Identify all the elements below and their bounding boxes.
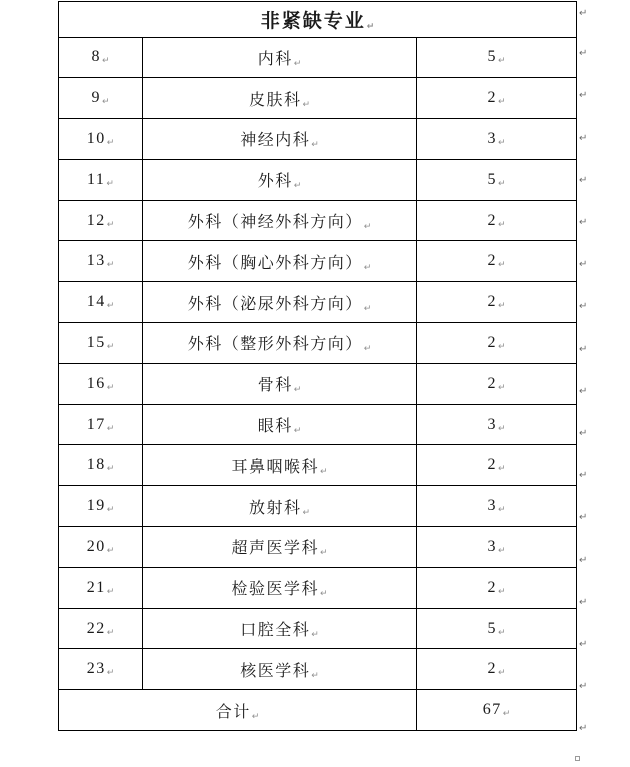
paragraph-mark-icon: ↵ [106, 668, 115, 679]
paragraph-mark-icon: ↵ [311, 670, 319, 681]
table-row [59, 527, 577, 568]
paragraph-mark-icon: ↵ [319, 548, 328, 559]
row-number-cell[interactable] [59, 527, 143, 568]
specialty-name-cell[interactable] [143, 649, 417, 690]
count-cell[interactable] [417, 323, 577, 364]
table-title-cell[interactable] [59, 2, 577, 38]
count-cell[interactable] [417, 159, 577, 200]
row-end-mark-icon: ↵ [579, 217, 588, 228]
table-row [59, 119, 577, 160]
count-value: 2 [487, 211, 497, 229]
paragraph-mark-icon: ↵ [497, 56, 506, 67]
row-end-mark-icon: ↵ [579, 386, 588, 397]
row-number-cell[interactable] [59, 404, 143, 445]
paragraph-mark-icon: ↵ [497, 219, 506, 230]
row-end-mark-icon: ↵ [579, 259, 588, 270]
row-end-mark-icon: ↵ [579, 175, 588, 186]
count-cell[interactable] [417, 78, 577, 119]
paragraph-mark-icon: ↵ [497, 137, 506, 148]
row-number: 21 [86, 578, 106, 596]
row-number-cell[interactable] [59, 323, 143, 364]
count-cell[interactable] [417, 200, 577, 241]
count-cell[interactable] [417, 282, 577, 323]
row-number: 12 [86, 211, 106, 229]
count-value: 3 [487, 537, 497, 555]
table-row [59, 649, 577, 690]
specialty-name-cell[interactable] [143, 445, 417, 486]
paragraph-mark-icon: ↵ [302, 507, 311, 518]
paragraph-mark-icon: ↵ [319, 589, 328, 600]
count-cell[interactable] [417, 486, 577, 527]
paragraph-mark-icon: ↵ [497, 301, 506, 312]
table-row [59, 37, 577, 78]
row-end-mark-icon: ↵ [579, 48, 588, 59]
row-end-mark-icon: ↵ [579, 555, 588, 566]
row-number: 14 [86, 293, 106, 311]
specialty-name: 内科 [257, 50, 293, 68]
count-value: 2 [487, 578, 497, 596]
row-end-mark-icon: ↵ [579, 90, 588, 101]
row-number: 9 [91, 89, 101, 107]
count-cell[interactable] [417, 567, 577, 608]
table-row [59, 78, 577, 119]
specialty-name: 检验医学科 [231, 581, 319, 599]
specialty-name-cell[interactable] [143, 78, 417, 119]
specialty-name-cell[interactable] [143, 404, 417, 445]
paragraph-mark-icon: ↵ [106, 586, 115, 597]
count-value: 2 [487, 293, 497, 311]
row-number-cell[interactable] [59, 649, 143, 690]
paragraph-mark-icon: ↵ [497, 97, 506, 108]
count-value: 5 [487, 48, 497, 66]
paragraph-mark-icon: ↵ [497, 668, 506, 679]
total-label: 合计 [215, 703, 251, 721]
row-number: 13 [86, 252, 106, 270]
specialty-name: 骨科 [257, 377, 293, 395]
paragraph-mark-icon: ↵ [106, 341, 115, 352]
row-end-marks [579, 0, 601, 767]
specialty-name-cell[interactable] [143, 486, 417, 527]
count-value: 3 [487, 497, 497, 515]
specialty-name-cell[interactable] [143, 200, 417, 241]
row-end-mark-icon: ↵ [579, 8, 588, 19]
table-row [59, 445, 577, 486]
paragraph-mark-icon: ↵ [497, 341, 506, 352]
row-end-mark-icon: ↵ [579, 301, 588, 312]
paragraph-mark-icon: ↵ [106, 545, 115, 556]
paragraph-mark-icon: ↵ [363, 262, 372, 273]
count-value: 2 [487, 89, 497, 107]
paragraph-mark-icon: ↵ [363, 222, 372, 233]
paragraph-mark-icon: ↵ [497, 545, 506, 556]
table-row [59, 363, 577, 404]
table-title: 非紧缺专业 [260, 10, 366, 32]
paragraph-mark-icon: ↵ [497, 464, 506, 475]
row-end-mark-icon: ↵ [579, 512, 588, 523]
table-header-row [59, 2, 577, 38]
row-number: 15 [86, 333, 106, 351]
paragraph-mark-icon: ↵ [101, 97, 110, 108]
row-end-mark-icon: ↵ [579, 723, 588, 734]
row-number-cell[interactable] [59, 200, 143, 241]
paragraph-mark-icon: ↵ [106, 178, 114, 189]
paragraph-mark-icon: ↵ [497, 178, 506, 189]
row-end-mark-icon: ↵ [579, 344, 588, 355]
specialty-name: 耳鼻咽喉科 [231, 458, 319, 476]
row-number-cell[interactable] [59, 363, 143, 404]
paragraph-mark-icon: ↵ [106, 137, 115, 148]
paragraph-mark-icon: ↵ [101, 56, 110, 67]
table-row [59, 282, 577, 323]
count-cell[interactable] [417, 363, 577, 404]
row-number: 8 [91, 48, 101, 66]
paragraph-mark-icon: ↵ [497, 260, 506, 271]
row-number-cell[interactable] [59, 445, 143, 486]
count-value: 2 [487, 660, 497, 678]
paragraph-mark-icon: ↵ [293, 181, 302, 192]
specialty-name: 皮肤科 [248, 91, 302, 109]
specialty-name-cell[interactable] [143, 282, 417, 323]
total-label-cell[interactable] [59, 690, 417, 731]
specialty-name-cell[interactable] [143, 241, 417, 282]
paragraph-mark-icon: ↵ [106, 627, 115, 638]
count-value: 5 [487, 170, 497, 188]
count-value: 2 [487, 252, 497, 270]
specialty-name: 神经内科 [240, 132, 311, 150]
paragraph-mark-icon: ↵ [106, 505, 115, 516]
count-value: 5 [487, 619, 497, 637]
paragraph-mark-icon: ↵ [106, 464, 115, 475]
table-row [59, 404, 577, 445]
count-value: 2 [487, 374, 497, 392]
specialty-name-cell[interactable] [143, 363, 417, 404]
row-number-cell[interactable] [59, 608, 143, 649]
paragraph-mark-icon: ↵ [293, 58, 302, 69]
paragraph-mark-icon: ↵ [311, 140, 319, 151]
row-number: 16 [86, 374, 106, 392]
paragraph-mark-icon: ↵ [311, 630, 319, 641]
row-end-mark-icon: ↵ [579, 639, 588, 650]
count-cell[interactable] [417, 527, 577, 568]
row-end-mark-icon: ↵ [579, 133, 588, 144]
row-end-mark-icon: ↵ [579, 470, 588, 481]
table-row [59, 567, 577, 608]
specialty-name-cell[interactable] [143, 323, 417, 364]
count-cell[interactable] [417, 37, 577, 78]
row-end-mark-icon: ↵ [579, 428, 588, 439]
specialty-name: 超声医学科 [231, 540, 319, 558]
paragraph-mark-icon: ↵ [366, 21, 375, 32]
specialty-name-cell[interactable] [143, 119, 417, 160]
row-end-mark-icon: ↵ [579, 597, 588, 608]
specialty-table [58, 1, 577, 731]
total-value: 67 [482, 701, 502, 719]
row-number-cell[interactable] [59, 282, 143, 323]
specialty-name-cell[interactable] [143, 37, 417, 78]
paragraph-mark-icon: ↵ [319, 466, 328, 477]
count-cell[interactable] [417, 445, 577, 486]
row-number: 17 [86, 415, 106, 433]
paragraph-mark-icon: ↵ [106, 382, 115, 393]
table-row [59, 323, 577, 364]
paragraph-mark-icon: ↵ [497, 586, 506, 597]
paragraph-mark-icon: ↵ [293, 385, 302, 396]
row-number-cell[interactable] [59, 119, 143, 160]
row-number: 22 [86, 619, 106, 637]
specialty-name: 外科 [257, 173, 293, 191]
specialty-name: 核医学科 [240, 662, 311, 680]
specialty-name: 外科（神经外科方向） [187, 214, 363, 232]
paragraph-mark-icon: ↵ [363, 344, 372, 355]
row-end-mark-icon: ↵ [579, 681, 588, 692]
specialty-name-cell[interactable] [143, 527, 417, 568]
count-cell[interactable] [417, 404, 577, 445]
specialty-name: 眼科 [257, 418, 293, 436]
specialty-name: 外科（胸心外科方向） [187, 254, 363, 272]
count-cell[interactable] [417, 119, 577, 160]
row-number-cell[interactable] [59, 486, 143, 527]
specialty-name: 外科（整形外科方向） [187, 336, 363, 354]
count-cell[interactable] [417, 241, 577, 282]
table-row [59, 486, 577, 527]
count-cell[interactable] [417, 649, 577, 690]
table-row [59, 608, 577, 649]
table-total-row [59, 690, 577, 731]
row-number: 19 [86, 497, 106, 515]
count-value: 2 [487, 333, 497, 351]
end-of-table-mark [575, 756, 580, 761]
row-number: 11 [87, 170, 106, 188]
row-number-cell[interactable] [59, 241, 143, 282]
count-value: 3 [487, 415, 497, 433]
row-number: 20 [86, 537, 106, 555]
paragraph-mark-icon: ↵ [497, 423, 506, 434]
specialty-name-cell[interactable] [143, 159, 417, 200]
specialty-name: 口腔全科 [240, 622, 311, 640]
specialty-name: 放射科 [248, 499, 302, 517]
row-number: 23 [86, 660, 106, 678]
count-cell[interactable] [417, 608, 577, 649]
row-number: 18 [86, 456, 106, 474]
table-row [59, 241, 577, 282]
row-number-cell[interactable] [59, 78, 143, 119]
count-value: 2 [487, 456, 497, 474]
paragraph-mark-icon: ↵ [363, 303, 372, 314]
specialty-name-cell[interactable] [143, 567, 417, 608]
paragraph-mark-icon: ↵ [497, 382, 506, 393]
specialty-name-cell[interactable] [143, 608, 417, 649]
paragraph-mark-icon: ↵ [302, 99, 311, 110]
row-number-cell[interactable] [59, 37, 143, 78]
row-number-cell[interactable] [59, 567, 143, 608]
table-row [59, 159, 577, 200]
total-value-cell[interactable] [417, 690, 577, 731]
paragraph-mark-icon: ↵ [106, 301, 115, 312]
paragraph-mark-icon: ↵ [497, 627, 506, 638]
paragraph-mark-icon: ↵ [106, 219, 115, 230]
row-number: 10 [86, 129, 106, 147]
count-value: 3 [487, 129, 497, 147]
paragraph-mark-icon: ↵ [502, 709, 511, 720]
table-row [59, 200, 577, 241]
paragraph-mark-icon: ↵ [106, 260, 115, 271]
paragraph-mark-icon: ↵ [293, 426, 302, 437]
paragraph-mark-icon: ↵ [251, 711, 260, 722]
paragraph-mark-icon: ↵ [106, 423, 115, 434]
row-number-cell[interactable] [59, 159, 143, 200]
paragraph-mark-icon: ↵ [497, 505, 506, 516]
specialty-name: 外科（泌尿外科方向） [187, 295, 363, 313]
